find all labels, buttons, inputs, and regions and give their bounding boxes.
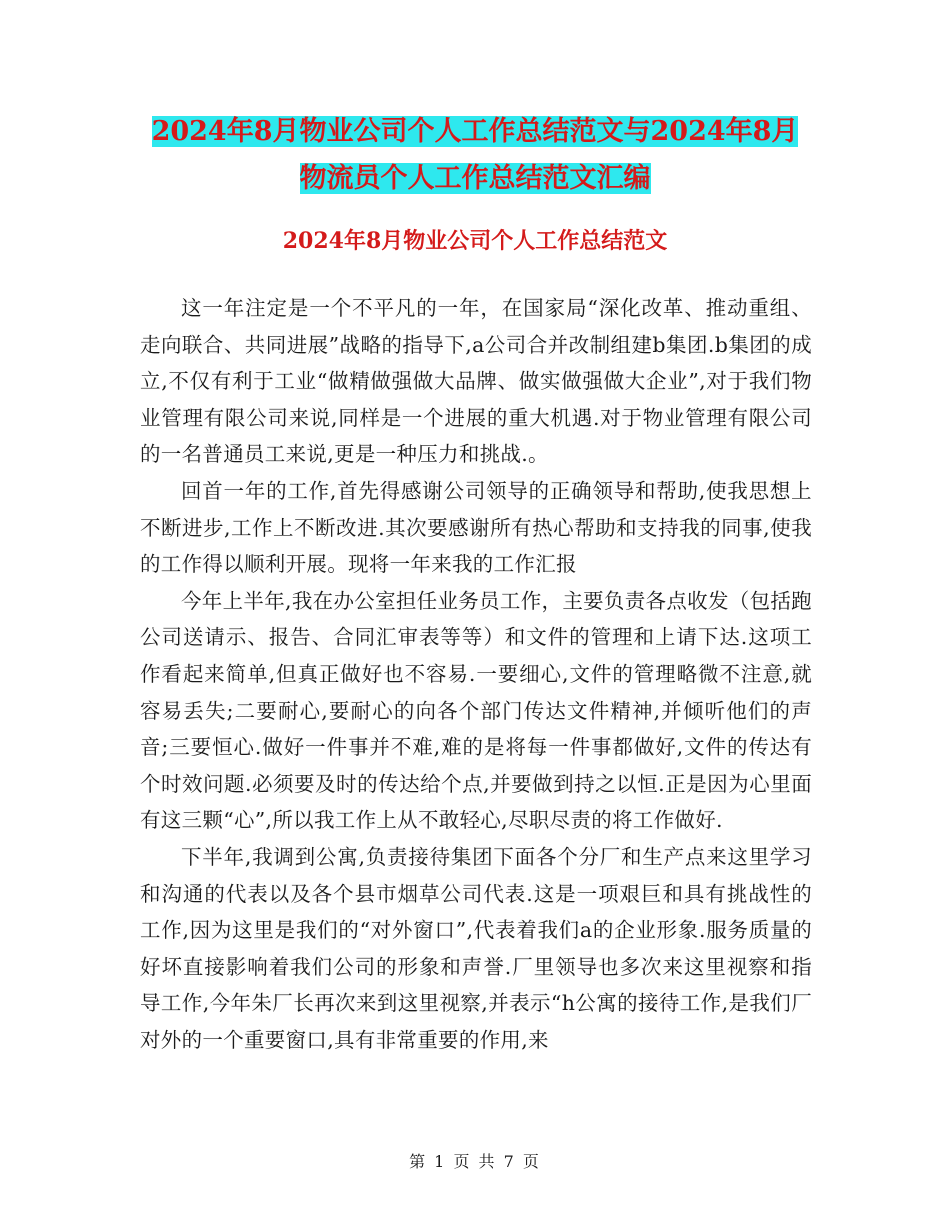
section-heading: 2024年8月物业公司个人工作总结范文 <box>282 228 668 254</box>
page-label-mid: 页 共 <box>453 1152 497 1171</box>
page-footer <box>0 1152 950 1172</box>
document-title <box>140 108 810 202</box>
paragraph-1: 这一年注定是一个不平凡的一年，在国家局“深化改革、推动重组、走向联合、共同进展”战略的指导下,a公司合并改制组建b集团.b集团的成立,不仅有利于工业“做精做强做大品牌、做实做强做大企业”,对于我们物业管理有限公司来说,同样是一个进展的重大机遇.对于物业管理有限公司的一名普通员工来说,更是一种压力和挑战.。 <box>140 296 812 467</box>
page-number-current: 1 <box>434 1152 447 1171</box>
paragraph-2: 回首一年的工作,首先得感谢公司领导的正确领导和帮助,使我思想上不断进步,工作上不断改进.其次要感谢所有热心帮助和支持我的同事,使我的工作得以顺利开展。现将一年来我的工作汇报 <box>140 478 812 577</box>
document-title-line-2: 物流员个人工作总结范文汇编 <box>299 163 651 194</box>
document-title-line-1: 2024年8月物业公司个人工作总结范文与2024年8月 <box>151 116 799 147</box>
paragraph-4: 下半年,我调到公寓,负责接待集团下面各个分厂和生产点来这里学习和沟通的代表以及各个县市烟草公司代表.这是一项艰巨和具有挑战性的工作,因为这里是我们的“对外窗口”,代表着我们a的企业形象.服务质量的好坏直接影响着我们公司的形象和声誉.厂里领导也多次来这里视察和指导工作,今年朱厂长再次来到这里视察,并表示“h公寓的接待工作,是我们厂对外的一个重要窗口,具有非常重要的作用,来 <box>140 844 812 1052</box>
page-number-total: 7 <box>503 1152 516 1171</box>
document-body <box>140 290 812 1058</box>
page-label-prefix: 第 <box>409 1152 428 1171</box>
page-label-suffix: 页 <box>522 1152 541 1171</box>
paragraph-3: 今年上半年,我在办公室担任业务员工作，主要负责各点收发（包括跑公司送请示、报告、合同汇审表等等）和文件的管理和上请下达.这项工作看起来简单,但真正做好也不容易.一要细心,文件的管理略微不注意,就容易丢失;二要耐心,要耐心的向各个部门传达文件精神,并倾听他们的声音;三要恒心.做好一件事并不难,难的是将每一件事都做好,文件的传达有个时效问题.必须要及时的传达给个点,并要做到持之以恒.正是因为心里面有这三颗“心”,所以我工作上从不敢轻心,尽职尽责的将工作做好. <box>140 588 812 833</box>
